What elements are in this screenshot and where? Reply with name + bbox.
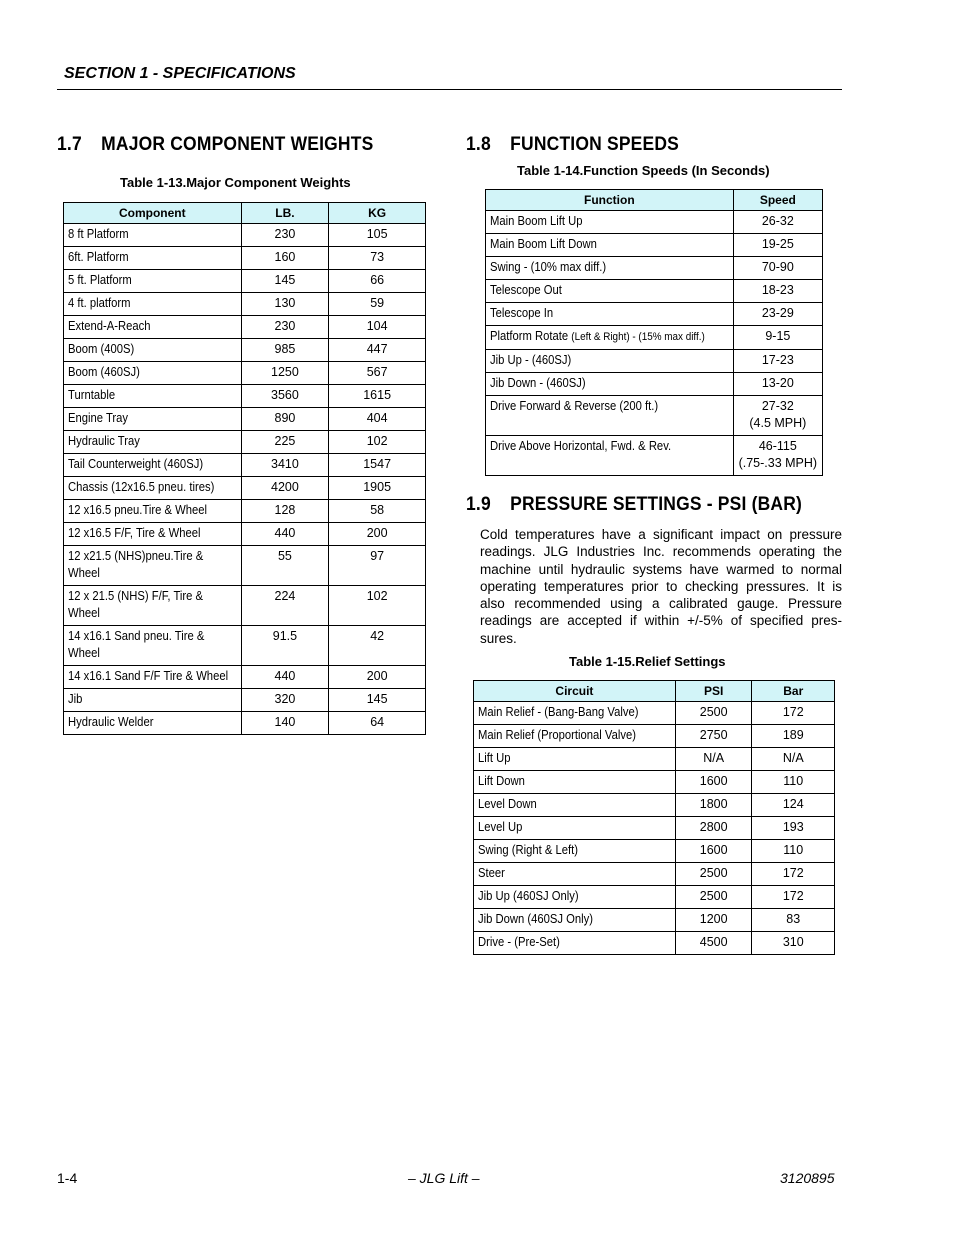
table-row [486,350,823,373]
component-name: Boom (400S) [68,342,135,356]
table-row [64,666,426,689]
lb-cell: 145 [241,270,329,293]
circuit-name: Lift Down [478,774,525,788]
circuit-cell [474,794,676,817]
component-cell [64,339,242,362]
kg-cell: 73 [329,247,426,270]
table-row [486,396,823,436]
table-row [486,326,823,350]
kg-cell: 1905 [329,477,426,500]
function-cell [486,303,734,326]
table-row [64,339,426,362]
column-header: Component [64,203,242,224]
kg-cell: 64 [329,712,426,735]
component-cell [64,454,242,477]
table-row [474,725,835,748]
psi-cell: 2500 [675,702,752,725]
weights-heading-text: MAJOR COMPONENT WEIGHTS [101,134,374,155]
table-row [64,689,426,712]
function-cell [486,234,734,257]
kg-cell: 66 [329,270,426,293]
kg-cell: 102 [329,431,426,454]
function-name: Drive Above Horizontal, Fwd. & Rev. [490,439,672,453]
circuit-cell [474,748,676,771]
table-row [486,280,823,303]
function-name: Platform Rotate [490,329,569,343]
lb-cell: 4200 [241,477,329,500]
table-row [64,523,426,546]
bar-cell: 110 [752,840,835,863]
speed-value: 27-32 [761,399,794,413]
component-cell [64,523,242,546]
function-text [490,438,671,455]
lb-cell: 230 [241,316,329,339]
function-text [490,375,586,392]
circuit-name: Swing (Right & Left) [478,843,579,857]
table-row [64,586,426,626]
psi-cell: 1600 [675,771,752,794]
component-cell [64,477,242,500]
speed-cell [733,280,822,303]
footer-brand: – JLG Lift – [408,1170,480,1186]
kg-cell: 58 [329,500,426,523]
pressure-heading-number: 1.9 [466,494,491,515]
bar-cell: 172 [752,863,835,886]
function-name: Jib Down - (460SJ) [490,376,586,390]
speed-value: 17-23 [761,353,794,367]
component-name: Jib [68,692,83,706]
speed-cell [733,234,822,257]
table-row [64,293,426,316]
component-name: Hydraulic Tray [68,434,140,448]
bar-cell: 172 [752,886,835,909]
circuit-cell [474,909,676,932]
component-cell [64,500,242,523]
table-row [474,748,835,771]
relief-table-caption: Table 1-15.Relief Settings [569,654,726,669]
table-row [474,771,835,794]
function-name: Drive Forward & Reverse (200 ft.) [490,399,659,413]
function-cell [486,436,734,476]
function-cell [486,350,734,373]
table-row [64,546,426,586]
bar-cell: 110 [752,771,835,794]
lb-cell: 91.5 [241,626,329,666]
kg-cell: 104 [329,316,426,339]
weights-table-caption: Table 1-13.Major Component Weights [120,175,351,190]
lb-cell: 230 [241,224,329,247]
table-row [64,626,426,666]
circuit-name: Jib Up (460SJ Only) [478,889,579,903]
component-name: Hydraulic Welder [68,715,154,729]
component-cell [64,689,242,712]
circuit-name: Lift Up [478,751,511,765]
table-row [474,702,835,725]
speed-value: 9-15 [765,329,791,343]
lb-cell: 160 [241,247,329,270]
circuit-cell [474,725,676,748]
bar-cell: 83 [752,909,835,932]
circuit-cell [474,863,676,886]
component-cell [64,431,242,454]
component-name: 12 x21.5 (NHS)pneu.Tire & Wheel [68,549,204,580]
lb-cell: 440 [241,666,329,689]
function-name: Jib Up - (460SJ) [490,353,572,367]
kg-cell: 200 [329,523,426,546]
speeds-heading-number: 1.8 [466,134,491,155]
bar-cell: N/A [752,748,835,771]
speed-cell [733,211,822,234]
speed-cell [733,350,822,373]
table-row [486,436,823,476]
lb-cell: 224 [241,586,329,626]
function-cell [486,257,734,280]
bar-cell: 193 [752,817,835,840]
lb-cell: 3560 [241,385,329,408]
function-name: Main Boom Lift Down [490,237,597,251]
column-header: PSI [675,681,752,702]
circuit-cell [474,932,676,955]
function-name: Telescope In [490,306,554,320]
circuit-cell [474,840,676,863]
function-text [490,259,606,276]
table-row [64,270,426,293]
lb-cell: 130 [241,293,329,316]
component-cell [64,546,242,586]
speed-value: 46-115 [758,439,797,453]
component-name: 8 ft Platform [68,227,129,241]
component-cell [64,586,242,626]
speed-mph: (4.5 MPH) [749,416,807,430]
circuit-cell [474,771,676,794]
column-header: KG [329,203,426,224]
speed-value: 70-90 [761,260,794,274]
circuit-name: Level Down [478,797,537,811]
psi-cell: 2750 [675,725,752,748]
bar-cell: 310 [752,932,835,955]
function-text [490,305,553,322]
document-number: 3120895 [780,1170,835,1186]
psi-cell: 2500 [675,886,752,909]
function-text [490,328,705,346]
kg-cell: 145 [329,689,426,712]
table-row [64,454,426,477]
table-row [64,431,426,454]
table-row [64,500,426,523]
table-row [474,840,835,863]
table-row [486,373,823,396]
pressure-paragraph: Cold temperatures have a significant impact on pressure readings. JLG Industries Inc. recommends operating the machine until hydraulic systems have warmed to normal operating temperatures prior to checking pressures. It is also recommended using a calibrated gauge. Pressure readings are accepted if within +/-5% of specified pres-sures. [480,527,842,646]
circuit-name: Main Relief (Proportional Valve) [478,728,636,742]
psi-cell: 4500 [675,932,752,955]
table-row [64,477,426,500]
speed-cell [733,396,822,436]
table-row [64,712,426,735]
function-name: Telescope Out [490,283,562,297]
component-name: 14 x16.1 Sand pneu. Tire & Wheel [68,629,205,660]
speeds-heading [466,134,679,156]
page-number: 1-4 [57,1170,78,1186]
speed-cell [733,373,822,396]
table-row [474,932,835,955]
kg-cell: 102 [329,586,426,626]
function-cell [486,211,734,234]
function-text [490,236,597,253]
circuit-name: Steer [478,866,505,880]
component-name: 12 x16.5 pneu.Tire & Wheel [68,503,208,517]
lb-cell: 3410 [241,454,329,477]
table-row [486,303,823,326]
relief-table-header [474,681,835,702]
table-row [64,247,426,270]
component-name: 5 ft. Platform [68,273,132,287]
speed-value: 23-29 [761,306,794,320]
component-name: Tail Counterweight (460SJ) [68,457,204,471]
function-name: Main Boom Lift Up [490,214,583,228]
table-row [64,224,426,247]
component-cell [64,408,242,431]
speed-value: 19-25 [761,237,794,251]
table-row [474,794,835,817]
kg-cell: 567 [329,362,426,385]
kg-cell: 59 [329,293,426,316]
component-name: Extend-A-Reach [68,319,151,333]
function-text [490,282,562,299]
function-cell [486,326,734,350]
speeds-heading-text: FUNCTION SPEEDS [510,134,680,155]
speed-mph: (.75-.33 MPH) [738,456,818,470]
speed-cell [733,326,822,350]
table-row [486,211,823,234]
column-header: Speed [733,190,822,211]
speed-cell [733,303,822,326]
column-header: Bar [752,681,835,702]
component-name: 12 x 21.5 (NHS) F/F, Tire & Wheel [68,589,204,620]
kg-cell: 105 [329,224,426,247]
speeds-table-caption: Table 1-14.Function Speeds (In Seconds) [517,163,770,178]
lb-cell: 320 [241,689,329,712]
table-row [64,316,426,339]
lb-cell: 985 [241,339,329,362]
psi-cell: 1600 [675,840,752,863]
component-cell [64,247,242,270]
relief-table [473,680,835,955]
component-name: Boom (460SJ) [68,365,140,379]
component-name: Turntable [68,388,116,402]
component-cell [64,666,242,689]
speed-value: 13-20 [761,376,794,390]
speeds-table-header [486,190,823,211]
weights-table-header [64,203,426,224]
component-cell [64,712,242,735]
lb-cell: 128 [241,500,329,523]
column-header: Function [486,190,734,211]
circuit-cell [474,886,676,909]
function-cell [486,396,734,436]
weights-heading [57,134,373,156]
component-cell [64,224,242,247]
kg-cell: 200 [329,666,426,689]
lb-cell: 55 [241,546,329,586]
speed-cell [733,436,822,476]
pressure-heading [466,494,802,516]
bar-cell: 124 [752,794,835,817]
speed-value: 26-32 [761,214,794,228]
weights-heading-number: 1.7 [57,134,82,155]
lb-cell: 1250 [241,362,329,385]
component-cell [64,362,242,385]
header-rule [57,89,842,90]
table-row [64,385,426,408]
lb-cell: 440 [241,523,329,546]
kg-cell: 1615 [329,385,426,408]
function-cell [486,373,734,396]
component-cell [64,385,242,408]
component-cell [64,626,242,666]
bar-cell: 172 [752,702,835,725]
table-row [486,257,823,280]
component-name: 14 x16.1 Sand F/F Tire & Wheel [68,669,229,683]
component-cell [64,270,242,293]
column-header: Circuit [474,681,676,702]
circuit-cell [474,817,676,840]
component-name: Engine Tray [68,411,129,425]
bar-cell: 189 [752,725,835,748]
kg-cell: 42 [329,626,426,666]
function-text [490,398,658,415]
table-row [64,408,426,431]
kg-cell: 404 [329,408,426,431]
component-name: 4 ft. platform [68,296,131,310]
table-row [486,234,823,257]
circuit-name: Level Up [478,820,523,834]
speed-cell [733,257,822,280]
component-name: 6ft. Platform [68,250,129,264]
kg-cell: 97 [329,546,426,586]
speeds-table [485,189,823,476]
circuit-name: Main Relief - (Bang-Bang Valve) [478,705,639,719]
weights-table [63,202,426,735]
psi-cell: 1800 [675,794,752,817]
psi-cell: 2800 [675,817,752,840]
component-name: Chassis (12x16.5 pneu. tires) [68,480,215,494]
psi-cell: 2500 [675,863,752,886]
psi-cell: 1200 [675,909,752,932]
function-text [490,213,583,230]
function-cell [486,280,734,303]
kg-cell: 1547 [329,454,426,477]
table-row [474,886,835,909]
table-row [474,817,835,840]
section-header-title: SECTION 1 - SPECIFICATIONS [64,65,296,82]
function-name: Swing - (10% max diff.) [490,260,607,274]
component-cell [64,293,242,316]
component-cell [64,316,242,339]
lb-cell: 225 [241,431,329,454]
column-header: LB. [241,203,329,224]
lb-cell: 890 [241,408,329,431]
psi-cell: N/A [675,748,752,771]
table-row [474,863,835,886]
circuit-cell [474,702,676,725]
lb-cell: 140 [241,712,329,735]
circuit-name: Drive - (Pre-Set) [478,935,560,949]
function-qualifier: (Left & Right) - (15% max diff.) [571,331,705,343]
component-name: 12 x16.5 F/F, Tire & Wheel [68,526,201,540]
table-row [474,909,835,932]
pressure-heading-text: PRESSURE SETTINGS - PSI (BAR) [510,494,803,515]
circuit-name: Jib Down (460SJ Only) [478,912,594,926]
kg-cell: 447 [329,339,426,362]
speed-value: 18-23 [761,283,794,297]
function-text [490,352,571,369]
table-row [64,362,426,385]
